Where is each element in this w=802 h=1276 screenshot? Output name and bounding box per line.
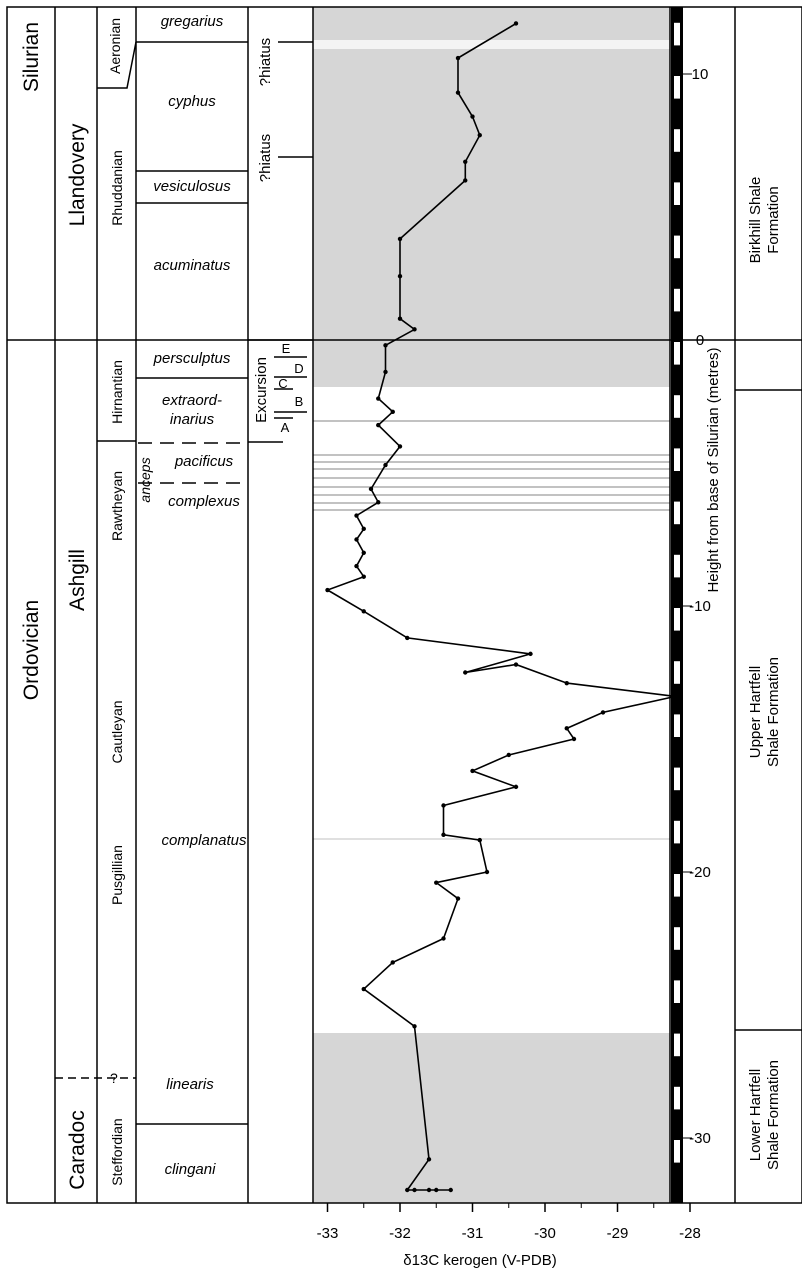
data-point xyxy=(514,785,518,789)
data-point xyxy=(354,537,358,541)
data-point xyxy=(376,500,380,504)
data-point xyxy=(507,753,511,757)
scale-segment xyxy=(674,661,680,684)
stage-aeronian: Aeronian xyxy=(107,17,123,75)
zone-vesiculosus: vesiculosus xyxy=(153,178,231,195)
zone-acuminatus: acuminatus xyxy=(153,257,231,274)
data-point xyxy=(376,396,380,400)
y-tick-label: 0 xyxy=(695,332,705,349)
scale-segment xyxy=(674,555,680,578)
data-point xyxy=(565,681,569,685)
scale-segment xyxy=(674,714,680,737)
scale-segment xyxy=(674,448,680,471)
excursion-title: Excursion xyxy=(253,357,270,423)
data-point xyxy=(398,274,402,278)
x-axis-label: δ13C kerogen (V-PDB) xyxy=(403,1252,557,1269)
scale-segment xyxy=(674,608,680,631)
data-point xyxy=(470,769,474,773)
data-point xyxy=(354,513,358,517)
data-point xyxy=(485,870,489,874)
data-point xyxy=(565,726,569,730)
data-point xyxy=(362,987,366,991)
scale-segment xyxy=(674,1087,680,1110)
data-point xyxy=(441,803,445,807)
x-tick-label: -28 xyxy=(679,1225,701,1242)
scale-segment xyxy=(674,980,680,1003)
zone-persculptus: persculptus xyxy=(153,350,231,367)
y-tick-label: -10 xyxy=(689,598,711,615)
data-point xyxy=(383,343,387,347)
scale-segment xyxy=(674,289,680,312)
data-point xyxy=(601,710,605,714)
series-llandovery: Llandovery xyxy=(66,123,89,227)
y-tick-label: -30 xyxy=(689,1130,711,1147)
scale-segment xyxy=(674,23,680,46)
scale-segment xyxy=(674,342,680,365)
x-tick-label: -30 xyxy=(534,1225,556,1242)
data-point xyxy=(434,1188,438,1192)
scale-segment xyxy=(674,768,680,791)
formation-upper-hartfell-2: Shale Formation xyxy=(765,656,782,768)
formation-lower-hartfell-1: Lower Hartfell xyxy=(747,1068,764,1162)
system-silurian: Silurian xyxy=(20,21,43,93)
data-point xyxy=(383,370,387,374)
data-point xyxy=(463,670,467,674)
scale-segment xyxy=(674,129,680,152)
hiatus-dotted-band xyxy=(313,40,670,49)
y-axis xyxy=(683,66,711,1147)
series-ashgill: Ashgill xyxy=(66,549,89,611)
formation-lower-hartfell-2: Shale Formation xyxy=(765,1059,782,1171)
stage-hirnantian: Hirnantian xyxy=(109,360,125,424)
scale-segment xyxy=(674,502,680,525)
data-point xyxy=(412,1024,416,1028)
data-point xyxy=(391,960,395,964)
data-point xyxy=(572,737,576,741)
formation-birkhill-1: Birkhill Shale xyxy=(747,176,764,264)
zone-anceps: anceps xyxy=(137,457,153,503)
data-point xyxy=(434,880,438,884)
data-point xyxy=(391,410,395,414)
data-point xyxy=(514,662,518,666)
zone-extraordinarius-1: extraord- xyxy=(161,392,223,409)
scale-segment xyxy=(674,236,680,259)
data-point xyxy=(456,896,460,900)
data-point xyxy=(478,838,482,842)
excursion-b: B xyxy=(294,394,304,409)
zone-cyphus: cyphus xyxy=(168,93,216,110)
hiatus-label-upper: ?hiatus xyxy=(257,37,274,87)
excursion-c: C xyxy=(278,376,288,391)
data-point xyxy=(449,1188,453,1192)
stage-pusgillian: Pusgillian xyxy=(109,845,125,905)
stage-cautleyan: Cautleyan xyxy=(109,700,125,764)
data-point xyxy=(412,1188,416,1192)
data-point xyxy=(398,237,402,241)
zone-complexus: complexus xyxy=(168,493,240,510)
data-point xyxy=(456,56,460,60)
x-tick-label: -29 xyxy=(606,1225,629,1242)
series-caradoc: Caradoc xyxy=(66,1110,89,1190)
data-point xyxy=(369,487,373,491)
data-point xyxy=(362,527,366,531)
formation-upper-hartfell-1: Upper Hartfell xyxy=(747,665,764,759)
data-point xyxy=(398,444,402,448)
zone-extraordinarius-2: inarius xyxy=(169,411,215,428)
data-point xyxy=(398,317,402,321)
y-tick-label: 10 xyxy=(691,66,709,83)
system-ordovician: Ordovician xyxy=(20,599,43,701)
x-tick-label: -33 xyxy=(316,1225,339,1242)
data-point xyxy=(383,463,387,467)
stage-rawtheyan: Rawtheyan xyxy=(109,470,125,542)
data-point xyxy=(427,1157,431,1161)
data-point xyxy=(528,652,532,656)
data-point xyxy=(441,936,445,940)
formation-birkhill-2: Formation xyxy=(765,186,782,254)
stage-rhuddanian: Rhuddanian xyxy=(109,150,125,226)
scale-segment xyxy=(674,76,680,99)
data-point xyxy=(427,1188,431,1192)
x-tick-label: -32 xyxy=(389,1225,411,1242)
excursion-a: A xyxy=(280,420,290,435)
data-point xyxy=(412,327,416,331)
data-point xyxy=(456,90,460,94)
zone-clingani: clingani xyxy=(164,1161,216,1178)
data-point xyxy=(463,178,467,182)
data-point xyxy=(478,133,482,137)
data-point xyxy=(354,564,358,568)
scale-segment xyxy=(674,927,680,950)
scale-segment xyxy=(674,874,680,897)
data-point xyxy=(376,423,380,427)
y-tick-label: -20 xyxy=(689,864,711,881)
data-point xyxy=(514,21,518,25)
stage-steffordian: Steffordian xyxy=(109,1118,125,1186)
zone-gregarius: gregarius xyxy=(160,13,224,30)
data-point xyxy=(470,114,474,118)
data-point xyxy=(362,609,366,613)
shade-lower xyxy=(313,1033,670,1203)
x-tick-label: -31 xyxy=(461,1225,484,1242)
data-point xyxy=(362,551,366,555)
hiatus-label-lower: ?hiatus xyxy=(257,133,274,183)
scale-segment xyxy=(674,182,680,205)
question-mark: ? xyxy=(110,1070,118,1086)
y-axis-label: Height from base of Silurian (metres) xyxy=(705,347,722,593)
data-point xyxy=(441,833,445,837)
shade-upper xyxy=(313,7,670,387)
shale-stripes xyxy=(313,421,670,839)
x-axis xyxy=(317,1203,701,1242)
zone-pacificus: pacificus xyxy=(174,453,234,470)
data-point xyxy=(325,588,329,592)
scale-segment xyxy=(674,1140,680,1163)
excursion-d: D xyxy=(294,361,304,376)
excursion-e: E xyxy=(281,341,291,356)
scale-segment xyxy=(674,1034,680,1057)
data-point xyxy=(673,694,677,698)
data-point xyxy=(405,636,409,640)
data-point xyxy=(463,160,467,164)
zone-complanatus: complanatus xyxy=(161,832,247,849)
data-point xyxy=(362,575,366,579)
scale-segment xyxy=(674,821,680,844)
zone-linearis: linearis xyxy=(166,1076,214,1093)
scale-segment xyxy=(674,395,680,418)
data-point xyxy=(405,1188,409,1192)
